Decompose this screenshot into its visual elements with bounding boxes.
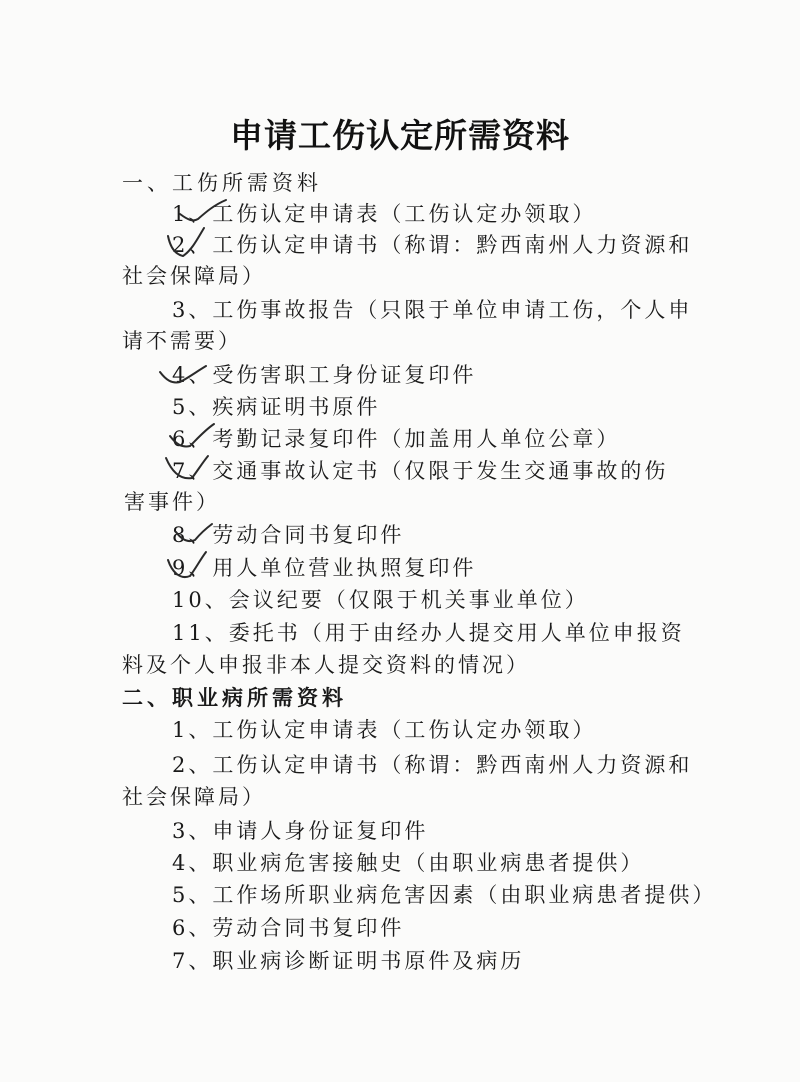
list-item-continuation: 请不需要） (122, 329, 242, 353)
list-item: 4、职业病危害接触史（由职业病患者提供） (172, 851, 645, 875)
list-item: 2、工伤认定申请书（称谓：黔西南州人力资源和 (172, 753, 693, 777)
list-item-continuation: 社会保障局） (122, 264, 266, 288)
list-item-continuation: 社会保障局） (122, 785, 266, 809)
document-title: 申请工伤认定所需资料 (230, 116, 570, 155)
list-item: 7、职业病诊断证明书原件及病历 (172, 949, 525, 973)
list-item: 4、受伤害职工身份证复印件 (172, 363, 477, 387)
list-item: 8、劳动合同书复印件 (172, 523, 405, 547)
list-item: 6、劳动合同书复印件 (172, 916, 405, 940)
list-item-continuation: 害事件） (124, 490, 220, 514)
section-heading-occupational-disease: 二、职业病所需资料 (122, 686, 347, 710)
list-item: 11、委托书（用于由经办人提交用人单位申报资 (172, 621, 685, 645)
list-item: 1、工伤认定申请表（工伤认定办领取） (172, 718, 597, 742)
list-item: 6、考勤记录复印件（加盖用人单位公章） (172, 427, 621, 451)
list-item: 7、交通事故认定书（仅限于发生交通事故的伤 (172, 459, 669, 483)
list-item: 2、工伤认定申请书（称谓：黔西南州人力资源和 (172, 233, 693, 257)
list-item: 5、疾病证明书原件 (172, 395, 381, 419)
section-heading-work-injury: 一、工伤所需资料 (122, 171, 322, 195)
list-item-continuation: 料及个人申报非本人提交资料的情况） (122, 653, 530, 677)
list-item: 10、会议纪要（仅限于机关事业单位） (172, 588, 589, 612)
list-item: 5、工作场所职业病危害因素（由职业病患者提供） (172, 883, 717, 907)
list-item: 9、用人单位营业执照复印件 (172, 556, 477, 580)
list-item: 3、工伤事故报告（只限于单位申请工伤，个人申 (172, 298, 693, 322)
list-item: 3、申请人身份证复印件 (172, 819, 429, 843)
list-item: 1、工伤认定申请表（工伤认定办领取） (172, 202, 597, 226)
